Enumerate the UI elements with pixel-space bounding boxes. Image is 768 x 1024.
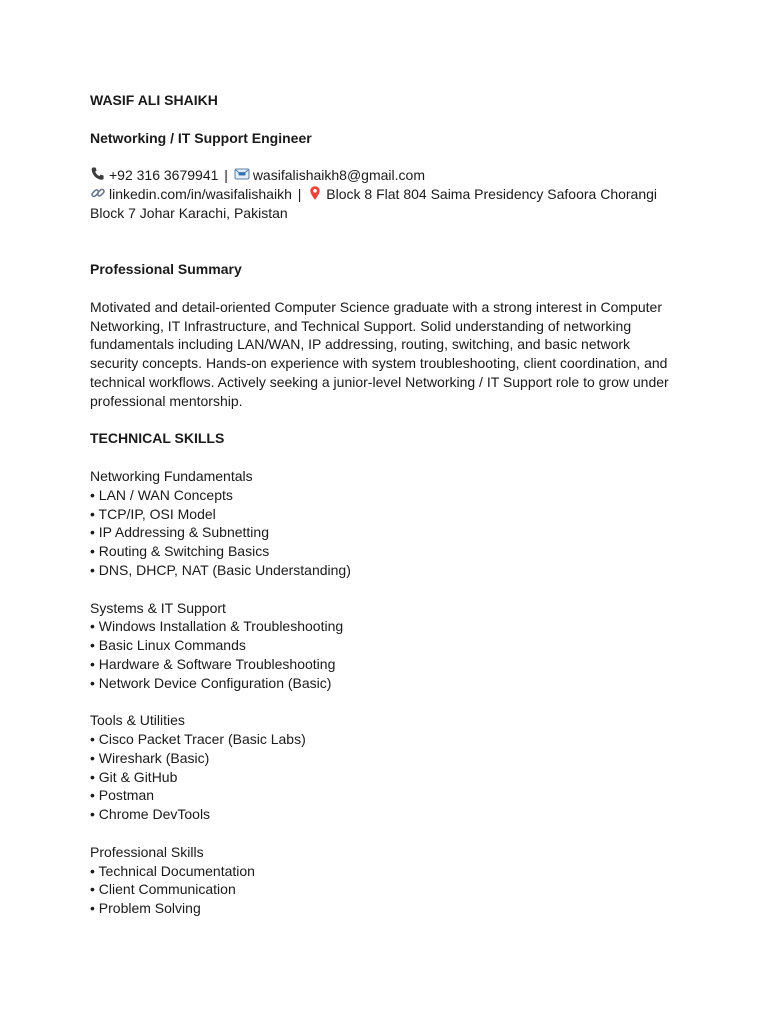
address-line-2: Block 7 Johar Karachi, Pakistan bbox=[90, 204, 288, 221]
skill-item: • Routing & Switching Basics bbox=[90, 543, 270, 560]
skills-heading: TECHNICAL SKILLS bbox=[90, 430, 225, 447]
skill-group-systems bbox=[90, 599, 690, 693]
skill-group-title: Tools & Utilities bbox=[90, 712, 185, 729]
skill-item: • IP Addressing & Subnetting bbox=[90, 524, 269, 541]
contact-line-phone-email bbox=[90, 166, 690, 185]
skill-item: • DNS, DHCP, NAT (Basic Understanding) bbox=[90, 561, 351, 578]
phone-icon bbox=[90, 166, 106, 182]
summary-heading: Professional Summary bbox=[90, 261, 242, 278]
skill-item: • Hardware & Software Troubleshooting bbox=[90, 655, 336, 672]
skill-item: • Chrome DevTools bbox=[90, 806, 211, 823]
skill-item: • Cisco Packet Tracer (Basic Labs) bbox=[90, 731, 306, 748]
separator: | bbox=[297, 185, 302, 202]
summary-text: Motivated and detail-oriented Computer Science graduate with a strong interest in Computer Networking, IT Infrastructure, and Technical Support. Solid understanding of networking fundamentals including LAN/WAN, IP addressing, routing, switching, and basic network security concepts. Hands-on experience with system troubleshooting, client coordination, and technical workflows. Actively seeking a junior-level Networking / IT Support role to grow under professional mentorship. bbox=[90, 298, 669, 409]
skill-item: • Problem Solving bbox=[90, 900, 201, 917]
email-address[interactable]: wasifalishaikh8@gmail.com bbox=[252, 167, 425, 184]
contact-line-linkedin-address bbox=[90, 185, 690, 204]
skill-group-title: Networking Fundamentals bbox=[90, 467, 253, 484]
resume-page bbox=[90, 91, 690, 918]
skill-item: • Postman bbox=[90, 787, 155, 804]
skill-group-title: Professional Skills bbox=[90, 843, 204, 860]
address-line-1: Block 8 Flat 804 Saima Presidency Safoora Chorangi bbox=[326, 185, 658, 202]
skill-group-title: Systems & IT Support bbox=[90, 599, 226, 616]
skill-item: • Windows Installation & Troubleshooting bbox=[90, 618, 344, 635]
skill-item: • Basic Linux Commands bbox=[90, 637, 246, 654]
skill-group-networking bbox=[90, 467, 690, 580]
skill-item: • Technical Documentation bbox=[90, 862, 255, 879]
job-title: Networking / IT Support Engineer bbox=[90, 129, 312, 146]
skill-item: • Wireshark (Basic) bbox=[90, 749, 210, 766]
skill-item: • LAN / WAN Concepts bbox=[90, 486, 233, 503]
candidate-name: WASIF ALI SHAIKH bbox=[90, 92, 218, 108]
email-icon bbox=[234, 166, 250, 182]
skill-item: • Network Device Configuration (Basic) bbox=[90, 674, 332, 691]
skill-item: • TCP/IP, OSI Model bbox=[90, 505, 216, 522]
skill-group-tools bbox=[90, 711, 690, 824]
separator: | bbox=[224, 167, 228, 184]
skill-item: • Client Communication bbox=[90, 881, 236, 898]
phone-number[interactable]: +92 316 3679941 bbox=[109, 167, 219, 184]
link-icon bbox=[90, 185, 106, 201]
linkedin-url[interactable]: linkedin.com/in/wasifalishaikh bbox=[109, 185, 292, 202]
location-pin-icon bbox=[307, 185, 323, 201]
skill-group-professional bbox=[90, 843, 690, 918]
skill-item: • Git & GitHub bbox=[90, 768, 178, 785]
